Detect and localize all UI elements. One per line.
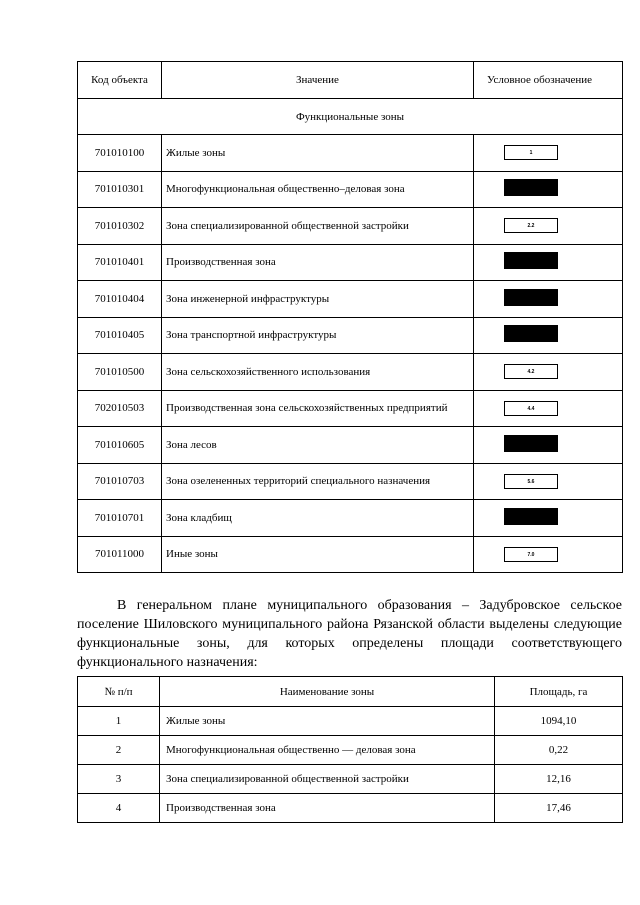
zone-symbol-cell — [474, 171, 623, 208]
zone-symbol-cell — [474, 500, 623, 537]
zone-name: Зона инженерной инфраструктуры — [162, 281, 474, 318]
zone-symbol-swatch — [504, 435, 558, 452]
zone-name: Зона озелененных территорий специального назначения — [162, 463, 474, 500]
table-row — [78, 135, 623, 172]
zone-area: 1094,10 — [495, 707, 623, 736]
zone-code: 701010500 — [78, 354, 162, 391]
zone-code: 701010703 — [78, 463, 162, 500]
zone-name: Иные зоны — [162, 536, 474, 573]
table-row — [78, 317, 623, 354]
zone-name: Зона специализированной общественной застройки — [160, 765, 495, 794]
header-symbol-label: Условное обозначение — [487, 74, 593, 86]
table-row — [78, 736, 623, 765]
zone-code: 701010302 — [78, 208, 162, 245]
zone-symbol-cell — [474, 427, 623, 464]
zone-name: Жилые зоны — [162, 135, 474, 172]
zone-symbol-swatch — [504, 179, 558, 196]
zone-symbol-swatch: 7.0 — [504, 547, 558, 562]
zone-name: Зона транспортной инфраструктуры — [162, 317, 474, 354]
zone-name: Зона кладбищ — [162, 500, 474, 537]
zone-name: Производственная зона — [160, 794, 495, 823]
table-row — [78, 171, 623, 208]
table-row — [78, 427, 623, 464]
zone-symbol-swatch — [504, 252, 558, 269]
zone-area: 0,22 — [495, 736, 623, 765]
zone-name: Производственная зона — [162, 244, 474, 281]
zone-symbol-swatch — [504, 289, 558, 306]
table-row — [78, 281, 623, 318]
zone-symbol-swatch — [504, 508, 558, 525]
header-symbol — [474, 62, 623, 99]
zone-code: 701010605 — [78, 427, 162, 464]
zone-symbol-swatch: 4.4 — [504, 401, 558, 416]
table-row — [78, 354, 623, 391]
row-number: 2 — [78, 736, 160, 765]
row-number: 1 — [78, 707, 160, 736]
intro-paragraph: В генеральном плане муниципального образования – Задубровское сельское поселение Шиловского муниципального района Рязанской области выделены следующие функциональные зоны, для которых определены площади соответствующего функционального назначения: — [77, 598, 622, 670]
row-number: 3 — [78, 765, 160, 794]
table-row — [78, 707, 623, 736]
zone-code: 701010404 — [78, 281, 162, 318]
section-row — [78, 99, 623, 135]
zone-symbol-swatch: 2.2 — [504, 218, 558, 233]
header-zone-name: Наименование зоны — [160, 677, 495, 707]
zone-name: Зона лесов — [162, 427, 474, 464]
zone-symbol-cell — [474, 463, 623, 500]
zone-symbol-cell — [474, 536, 623, 573]
header-area: Площадь, га — [495, 677, 623, 707]
table-row — [78, 390, 623, 427]
functional-zones-legend-table — [77, 61, 623, 573]
zone-area-table — [77, 676, 623, 823]
zone-code: 701010701 — [78, 500, 162, 537]
section-title: Функциональные зоны — [78, 99, 623, 135]
zone-name: Зона специализированной общественной застройки — [162, 208, 474, 245]
zone-symbol-cell — [474, 317, 623, 354]
zone-symbol-swatch — [504, 325, 558, 342]
zone-symbol-swatch: 1 — [504, 145, 558, 160]
zone-area: 17,46 — [495, 794, 623, 823]
table-row — [78, 244, 623, 281]
area-header-row — [78, 677, 623, 707]
zone-name: Жилые зоны — [160, 707, 495, 736]
zone-area: 12,16 — [495, 765, 623, 794]
zone-name: Зона сельскохозяйственного использования — [162, 354, 474, 391]
header-code: Код объекта — [78, 62, 162, 99]
zone-name: Многофункциональная общественно–деловая зона — [162, 171, 474, 208]
zone-symbol-cell — [474, 354, 623, 391]
header-num: № п/п — [78, 677, 160, 707]
table-row — [78, 463, 623, 500]
zone-code: 702010503 — [78, 390, 162, 427]
zone-symbol-cell — [474, 390, 623, 427]
zone-name: Производственная зона сельскохозяйственных предприятий — [162, 390, 474, 427]
zone-code: 701010405 — [78, 317, 162, 354]
table-row — [78, 536, 623, 573]
table-row — [78, 794, 623, 823]
row-number: 4 — [78, 794, 160, 823]
zone-symbol-swatch: 4.2 — [504, 364, 558, 379]
zone-symbol-cell — [474, 208, 623, 245]
zone-symbol-cell — [474, 135, 623, 172]
zone-code: 701010401 — [78, 244, 162, 281]
zone-code: 701010100 — [78, 135, 162, 172]
zone-symbol-swatch: 5.6 — [504, 474, 558, 489]
zone-symbol-cell — [474, 281, 623, 318]
zone-code: 701011000 — [78, 536, 162, 573]
zone-code: 701010301 — [78, 171, 162, 208]
legend-header-row — [78, 62, 623, 99]
header-value: Значение — [162, 62, 474, 99]
zone-name: Многофункциональная общественно — деловая зона — [160, 736, 495, 765]
table-row — [78, 765, 623, 794]
zone-symbol-cell — [474, 244, 623, 281]
table-row — [78, 208, 623, 245]
table-row — [78, 500, 623, 537]
